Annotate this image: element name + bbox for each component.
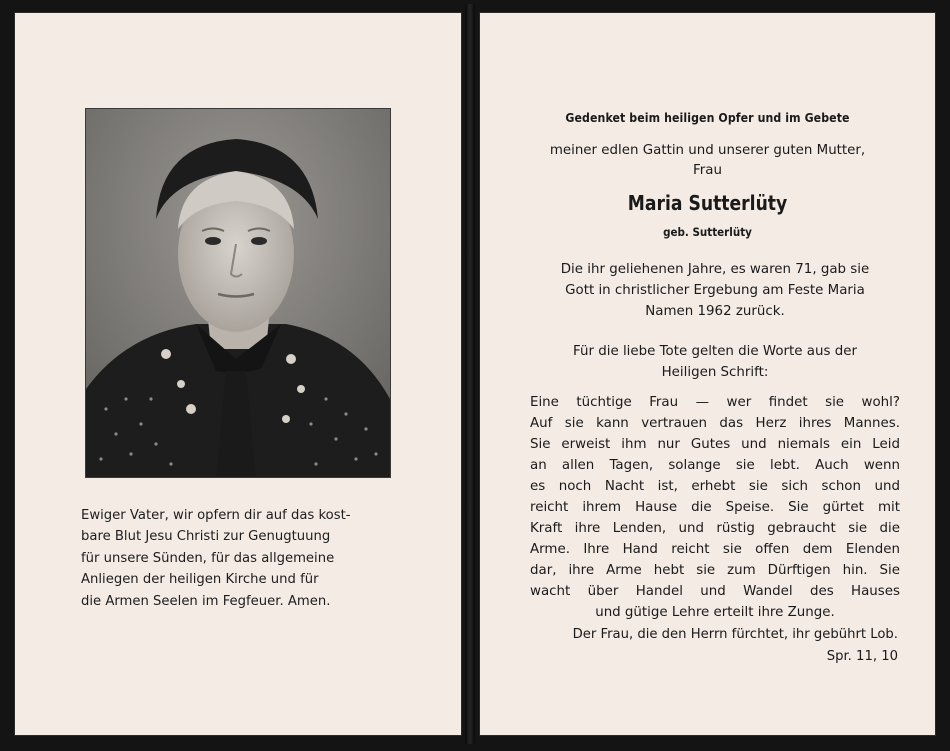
prayer-line: die Armen Seelen im Fegfeuer. Amen. [81, 593, 331, 609]
scripture-intro-line: Heiligen Schrift: [661, 365, 769, 380]
death-line: Gott in christlicher Ergebung am Feste Maria [565, 283, 865, 298]
death-line: Namen 1962 zurück. [645, 304, 785, 319]
scripture-line: Auf sie kann vertrauen das Herz ihres Mannes. [530, 416, 900, 431]
scripture-line: und gütige Lehre erteilt ihre Zunge. [595, 605, 835, 620]
scripture-reference: Spr. 11, 10 [826, 649, 898, 664]
intro-line-2: Frau [693, 163, 722, 178]
scripture-intro [530, 341, 900, 383]
prayer-line: Anliegen der heiligen Kirche und für [81, 572, 319, 588]
scripture-line: an allen Tagen, solange sie lebt. Auch wenn [530, 458, 900, 473]
prayer-line: Ewiger Vater, wir opfern dir auf das kost- [81, 508, 351, 523]
scripture-intro-line: Für die liebe Tote gelten die Worte aus der [573, 344, 857, 359]
death-line: Die ihr geliehenen Jahre, es waren 71, gab sie [560, 262, 870, 277]
scripture-line: Arme. Ihre Hand reicht sie offen dem Elenden [530, 542, 900, 557]
intro-line-1: meiner edlen Gattin und unserer guten Mutter, [549, 143, 866, 158]
portrait-illustration [86, 109, 390, 477]
deceased-name: Maria Sutterlüty [627, 191, 788, 215]
portrait-photo [85, 108, 391, 478]
memorial-heading: Gedenket beim heiligen Opfer und im Gebete [565, 111, 850, 125]
prayer-text [81, 505, 395, 612]
scripture-line: dar, ihre Arme hebt sie zum Dürftigen hin. Sie [530, 563, 900, 578]
scripture-line: Eine tüchtige Frau — wer findet sie wohl? [530, 395, 900, 410]
prayer-line: für unsere Sünden, für das allgemeine [81, 550, 335, 566]
maiden-name: geb. Sutterlüty [663, 225, 752, 239]
scripture-line: es noch Nacht ist, erhebt sie sich schon und [530, 479, 900, 494]
prayer-line: bare Blut Jesu Christi zur Genugtuung [81, 529, 331, 545]
scripture-line: Kraft ihre Lenden, und rüstig gebraucht sie die [530, 521, 900, 536]
death-paragraph [530, 259, 900, 322]
scripture-line: wacht über Handel und Wandel des Hauses [530, 584, 900, 599]
closing-line: Der Frau, die den Herrn fürchtet, ihr gebührt Lob. [572, 627, 898, 642]
scripture-quote [530, 392, 900, 623]
right-card [479, 12, 936, 736]
scripture-line: reicht ihrem Hause die Speise. Sie gürtet mit [530, 500, 900, 515]
left-card [14, 12, 462, 736]
scripture-line: Sie erweist ihm nur Gutes und niemals ein Leid [530, 437, 900, 452]
card-fold-spine [465, 4, 475, 744]
